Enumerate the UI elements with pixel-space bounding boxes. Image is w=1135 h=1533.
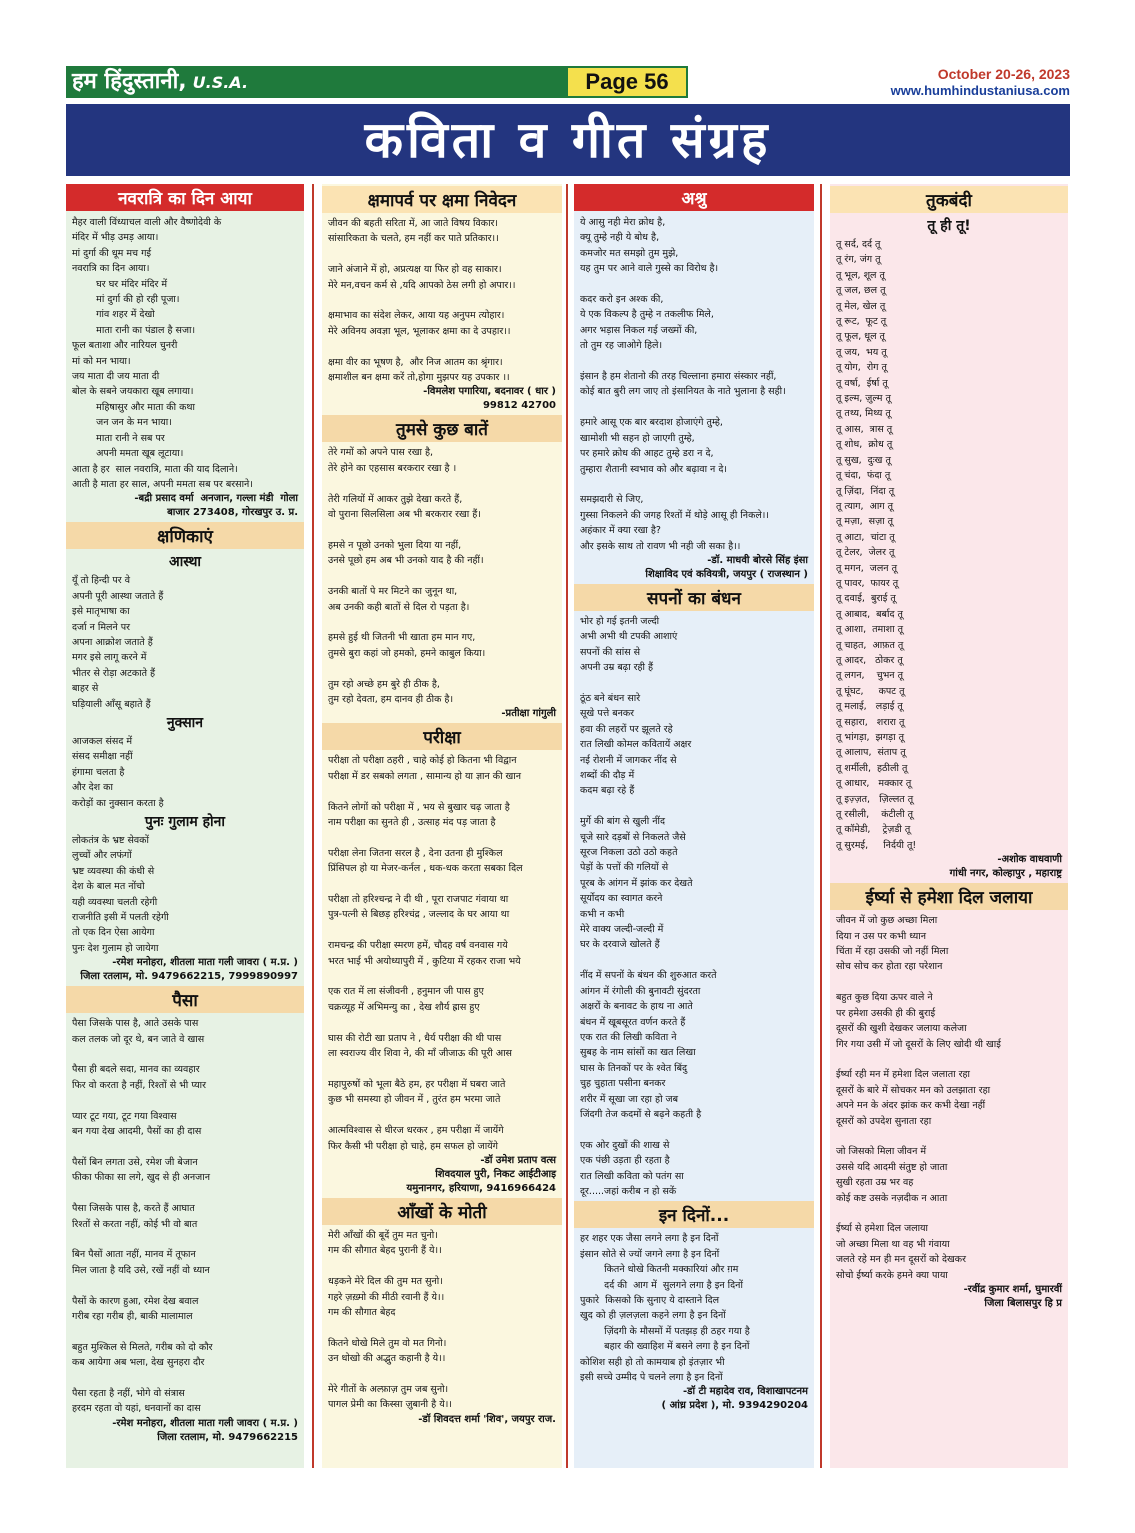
poem-body: लोकतंत्र के भ्रष्ट सेवकों लुच्चों और लफंगों भ्रष्ट व्यवस्था की कंधी से देश के बाल मत नोंचो यही व्यवस्था चलती रहेगी राजनीति इसी में पलती रहेगी तो एक दिन ऐसा आयेगा पुनः देश गुलाम हो जायेगा [72,835,169,954]
poem-tukbandi [830,186,1068,881]
brand-name: हम हिंदुस्तानी, [72,69,187,94]
poem-body: ये आसु नही मेरा क्रोध है, क्यू तुम्हे नही ये बोध है, कमजोर मत समझो तुम मुझे, यह तुम पर आने वाले गुस्से का विरोध है। कदर करो इन अश्क की, ये एक विकल्प है तुम्हे न तकलीफ मिले, अगर भड़ास निकल गई जख्मों की, तो तुम रह जाओगे हिले। इंसान है हम शेतानो की तरह चिल्लाना हमारा संस्कार नहीं, कोई बात बुरी लग जाए तो इंसानियत के नाते भुलाना है सही। हमारे आसू एक बार बरदाश होजाएंगे तुम्हे, खामोशी भी सहन हो जाएगी तुम्हे, पर हमारे क्रोध की आहट तुम्हे डरा न दे, तुम्हारा शैतानी स्वभाव को और बढ़ावा न दे। समझदारी से जिए, गुस्सा निकलने की जगह रिश्तों में थोड़े आसू ही निकले।। अहंकार में क्या रखा है? और इसके साथ तो रावण भी नही जी सका है।। [580,217,786,552]
poem-title: तुमसे कुछ बातें [322,415,562,442]
poem-tumse-kuch-baten [322,415,562,721]
column-divider [312,184,314,1468]
poem-title: आँखों के मोती [322,1198,562,1225]
poem-body: यूँ तो हिन्दी पर वे अपनी पूरी आस्था जताते हैं इसे मातृभाषा का दर्जा न मिलने पर अपना आक्रोश जताते हैं मगर इसे लागू करने में भीतर से रोड़ा अटकाते हैं बाहर से घड़ियाली आँसू बहाते हैं [72,575,164,710]
poem-byline: -रमेश मनोहरा, शीतला माता गली जावरा ( म.प्र. ) जिला रतलाम, मो. 9479662215 [112,1417,298,1443]
page-number: Page 56 [566,66,688,98]
poem-byline: -डॉ. माधवी बोरसे सिंह इंसा शिक्षाविद एवं कवियत्री, जयपुर ( राजस्थान ) [645,554,808,580]
poem-title: ईर्ष्या से हमेशा दिल जलाया [830,883,1068,910]
poem-pariksha [322,723,562,1196]
poem-title: परीक्षा [322,723,562,750]
column-divider [566,184,568,1468]
poem-byline: -डॉ उमेश प्रताप वत्स शिवदयाल पुरी, निकट आईटीआइ यमुनानगर, हरियाणा, 9416966424 [406,1154,556,1194]
poem-sapnon-ka-bandhan [574,584,814,1199]
poem-subtitle: पुनः गुलाम होना [144,814,226,830]
column-3 [574,184,814,1468]
column-1 [66,184,304,1468]
poem-ankhon-ke-moti [322,1198,562,1427]
poem-byline: -रवींद्र कुमार शर्मा, घुमारवीं जिला बिलासपुर हि प्र [963,1284,1062,1309]
poem-byline: -प्रतीक्षा गांगुली [501,708,556,720]
poem-title: तुकबंदी [830,186,1068,213]
poem-byline: -रमेश मनोहरा, शीतला माता गली जावरा ( म.प्र. ) जिला रतलाम, मो. 9479662215, 7999890997 [80,957,298,983]
brand-suffix: U.S.A. [192,73,249,92]
poem-paisa [66,986,304,1445]
issue-date: October 20-26, 2023 [937,66,1070,82]
column-divider [820,184,822,1468]
poem-body: पैसा जिसके पास है, आते उसके पास कल तलक जो दूर थे, बन जाते वे खास पैसा ही बदले सदा, मानव का व्यवहार फिर वो करता है नहीं, रिश्तों से भी प्यार प्यार टूट गया, टूट गया विश्वास बन गया देख आदमी, पैसों का ही दास पैसों बिन लगता उसे, रमेश जी बेजान फीका फीका सा लगे, खुद से ही अनजान पैसा जिसके पास है, करते हैं आघात रिश्तों से करता नहीं, कोई भी वो बात बिन पैसों आता नहीं, मानव में तूफान मिल जाता है यदि उसे, रखें नहीं वो ध्यान पैसों के कारण हुआ, रमेश देख बवाल गरीब रहा गरीब ही, बाकी मालामाल बहुत मुश्किल से मिलते, गरीब को दो कौर कब आयेगा अब भला, देख सुनहरा दौर पैसा रहता है नहीं, भोगे वो संत्रास हरदम रहता वो यहां, धनवानों का दास [72,1018,213,1415]
website-link[interactable]: www.humhindustaniusa.com [890,83,1070,98]
poem-title: पैसा [66,986,304,1013]
poem-subtitle: आस्था [168,554,202,571]
poem-kshanikayen [66,522,304,984]
poem-title: क्षणिकाएं [66,522,304,549]
poem-body: मेरी आँखों की बूदें तुम मत चुनो। गम की सौगात बेहद पुरानी हैं ये।। धड़कने मेरे दिल की तुम मत सुनो। गहरे ज़ख़्मो की मीठी रवानी हैं ये।। गम की सौगात बेहद कितने धोखे मिले तुम वो मत गिनो। उन धोखो की अद्भुत कहानी है ये।। मेरे गीतों के अल्फ़ाज़ तुम जब सुनो। पागल प्रेमी का किस्सा ज़ुबानी है ये।। [328,1229,452,1411]
poem-title: सपनों का बंधन [574,584,814,611]
poem-title: क्षमापर्व पर क्षमा निवेदन [322,186,562,213]
poem-subtitle: तू ही तू! [927,218,971,234]
poem-byline: -विमलेश पगारिया, बदनावर ( धार ) 99812 42700 [423,386,556,412]
poem-body: भोर हो गई इतनी जल्दी अभी अभी थी टपकी आशाएं सपनों की सांस से अपनी उम्र बढ़ा रही हैं ठूंठ बने बंधन सारे सूखे पत्ते बनकर हवा की लहरों पर झूलते रहे रात लिखी कोमल कवितायें अक्षर नई रोशनी में जागकर नींद से शब्दों की दौड़ में कदम बढ़ा रहे हैं मुर्गे की बांग से खुली नींद चूजे सारे दड़बों से निकलते जैसे सूरज निकला उठो उठो कहते पेड़ों के पत्तों की गलियों से पूरब के आंगन में झांक कर देखते सूर्योदय का स्वागत करने कभी न कभी मेरे वाक्य जल्दी-जल्दी में घर के दरवाजे खोलते हैं नींद में सपनों के बंधन की शुरुआत करते आंगन में रंगोली की बुनावटी सुंदरता अक्षरों के बनावट के हाथ ना आते बंधन में खूबसूरत वर्णन करते हैं एक रात की लिखी कविता ने सुबह के नाम सांसों का खत लिखा घास के तिनकों पर के श्वेत बिंदु चुह चुहाता पसीना बनकर शरीर में सूखा जा रहा हो जब जिंदगी तेज कदमों से बढ़ने कहती है एक ओर दुखों की शाख से एक पंछी उड़ता ही रहता है रात लिखी कविता को पतंग सा दूर.....जहां करीब न हो सकें [580,615,717,1197]
poem-title: इन दिनों... [574,1201,814,1228]
poem-body: जीवन में जो कुछ अच्छा मिला दिया न उस पर कभी ध्यान चिंता में रहा उसकी जो नहीं मिला सोच सोच कर होता रहा परेशान बहुत कुछ दिया ऊपर वाले ने पर हमेशा उसकी ही की बुराई दूसरों की खुशी देखकर जलाया कलेजा गिर गया उसी में जो दूसरों के लिए खोदी थी खाई ईर्ष्या रही मन में हमेशा दिल जलाता रहा दूसरों के बारे में सोचकर मन को उलझाता रहा अपने मन के अंदर झांक कर कभी देखा नहीं दूसरों को उपदेश सुनाता रहा जो जिसको मिला जीवन में उससे यदि आदमी संतुष्ट हो जाता सुखी रहता उम्र भर वह कोई कष्ट उसके नज़दीक न आता ईर्ष्या से हमेशा दिल जलाया जो अच्छा मिला था वह भी गंवाया जलते रहे मन ही मन दूसरों को देखकर सोचो ईर्ष्या करके हमने क्या पाया [836,915,1001,1281]
poem-ashru [574,184,814,582]
poem-body: तू सर्द, दर्द तू तू रंग, जंग तू तू भूल, शूल तू तू जल, छल तू तू मेल, खेल तू तू रूट, फूट तू तू फूल, धूल तू तू जय, भय तू तू योग, रोग तू तू वर्षा, ईर्षा तू तू इल्म, ज़ुल्म तू तू तथ्य, मिथ्य तू तू आस, त्रास तू तू शोध, क्रोध तू तू सुख, दुःख तू तू चंदा, फंदा तू तू ज़िंदा, निंदा तू तू त्याग, आग तू तू मज़ा, सज़ा तू तू आटा, चांटा तू तू टेलर, जेलर तू तू मगन, जलन तू तू पावर, फायर तू तू दवाई, बुराई तू तू आबाद, बर्बाद तू तू आशा, तमाशा तू तू चाहत, आफ़त तू तू आदर, ठोकर तू तू लगन, चुभन तू तू घूंघट, कपट तू तू मलाई, लड़ाई तू तू सहारा, शरारा तू तू भांगड़ा, झगड़ा तू तू आलाप, संताप तू तू शर्मीली, हठीली तू तू आधार, मक्कार तू तू इज़्ज़त, ज़िल्लत तू तू रसीली, कंटीली तू तू कॉमेडी, ट्रेज़डी तू तू सुरमई, निर्दयी तू! [836,239,917,851]
poem-title: नवरात्रि का दिन आया [66,184,304,211]
poem-body: तेरे गमों को अपने पास रखा है, तेरे होने का एहसास बरकरार रखा है । तेरी गलियों में आकर तुझे देखा करते हैं, वो पुराना सिलसिला अब भी बरकरार रखा हैं। हमसे न पूछो उनको भुला दिया या नहीं, उनसे पूछो हम अब भी उनको याद है की नहीं। उनकी बातों पे मर मिटने का जुनून था, अब उनकी कही बातों से दिल रो पड़ता है। हमसे हुई थी जितनी भी खाता हम मान गए, तुमसे बुरा कहां जो हमको, हमने काबुल किया। तुम रहो अच्छे हम बुरे ही ठीक है, तुम रहो देवता, हम दानव ही ठीक है। [328,447,486,705]
poem-irshya [830,883,1068,1311]
poem-byline: -डॉ टी महादेव राव, विशाखापटनम ( आंध्र प्रदेश ), मो. 9394290204 [661,1386,808,1412]
column-4 [830,184,1068,1468]
column-2 [322,184,562,1468]
poem-kshama [322,186,562,413]
poem-byline: -अशोक वाधवाणी गांधी नगर, कोल्हापुर , महाराष्ट्र [949,854,1062,880]
poem-navratri [66,184,304,520]
poem-in-dinon [574,1201,814,1413]
poem-byline: -डॉ शिवदत्त शर्मा 'शिव', जयपुर राज. [418,1413,556,1425]
poem-byline: -बद्री प्रसाद वर्मा अनजान, गल्ला मंडी गोला बाजार 273408, गोरखपुर उ. प्र. [134,493,298,519]
masthead [66,66,1070,100]
poem-body: हर शहर एक जैसा लगने लगा है इन दिनों इंसान सोते से ज्यों जगने लगा है इन दिनों कितने धोखे कितनी मक्कारियां और ग़म दर्द की आग में सुलगने लगा है इन दिनों पुकारे किसको कि सुनाए ये दास्ताने दिल खुद को ही ज़लज़ला कहने लगा है इन दिनों ज़िंदगी के मौसमों में पतझड़ ही ठहर गया है बहार की ख्वाहिश में बसने लगा है इन दिनों कोशिश सही हो तो कामयाब हो इंतज़ार भी इसी सच्चे उम्मीद पे चलने लगा है इन दिनों [580,1233,750,1384]
page-title: कविता व गीत संग्रह [66,104,1070,176]
poem-title: अश्रु [574,184,814,211]
poem-body: परीक्षा तो परीक्षा ठहरी , चाहे कोई हो कितना भी विद्वान परीक्षा में डर सबको लगता , सामान्य हो या ज्ञान की खान कितने लोगों को परीक्षा में , भय से बुखार चढ़ जाता है नाम परीक्षा का सुनते ही , उत्साह मंद पड़ जाता है परीक्षा लेना जितना सरल है , देना उतना ही मुश्किल प्रिंसिपल हो या मेजर-कर्नल , धक-धक करता सबका दिल परीक्षा तो हरिश्चन्द्र ने दी थी , पूरा राजपाट गंवाया था पुत्र-पत्नी से बिछड़ हरिश्चंद्र , जल्लाद के घर आया था रामचन्द्र की परीक्षा स्मरण हमें, चौदह वर्ष वनवास गये भरत भाई भी अयोध्यापुरी में , कुटिया में रहकर राजा भये एक रात में ला संजीवनी , हनुमान जी पास हुए चक्रव्यूह में अभिमन्यु का , देख शौर्य ह्रास हुए घास की रोटी खा प्रताप ने , धैर्य परीक्षा की थी पास ला स्वराज्य वीर शिवा ने, की माँ जीजाऊ की पूरी आस महापुरुषों को भूला बैठे हम, हर परीक्षा में घबरा जाते कुछ भी समस्या हो जीवन में , तुरंत हम भरमा जाते आत्मविश्वास से धीरज धरकर , हम परीक्षा में जायेंगे फिर कैसी भी परीक्षा हो चाहे, हम सफल हो जायेंगे [328,755,523,1152]
poem-body: आजकल संसद में संसद समीक्षा नहीं हंगामा चलता है और देश का करोड़ों का नुक्सान करता है [72,735,164,809]
brand-strip [66,66,566,98]
poem-body: मैहर वाली विंध्याचल वाली और वैष्णोदेवी के मंदिर में भीड़ उमड़ आया। मां दुर्गा की धूम मच गई नवरात्रि का दिन आया। घर घर मंदिर मंदिर में मां दुर्गा की हो रही पूजा। गांव शहर में देखो माता रानी का पंडाल है सजा। फूल बताशा और नारियल चुनरी मां को मन भाया। जय माता दी जय माता दी बोल के सबने जयकारा खूब लगाया। महिषासुर और माता की कथा जन जन के मन भाया। माता रानी ने सब पर अपनी ममता खूब लूटाया। आता है हर साल नवरात्रि, माता की याद दिलाने। आती है माता हर साल, अपनी ममता सब पर बरसाने। [72,217,253,490]
poem-subtitle: नुक्सान [166,714,204,731]
poem-body: जीवन की बहती सरिता में, आ जाते विषय विकार। सांसारिकता के चलते, हम नहीं कर पाते प्रतिकार।। जाने अंजाने में हो, अप्रत्यक्ष या फिर हो वह साकार। मेरे मन,वचन कर्म से ,यदि आपको ठेस लगी हो अपार।। क्षमाभाव का संदेश लेकर, आया यह अनुपम त्योहार। मेरे अविनय अवज्ञा भूल, भूलाकर क्षमा का दे उपहार।। क्षमा वीर का भूषण है, और निज आतम का श्रृंगार। क्षमाशील बन क्षमा करें तो,होगा मुझपर यह उपकार ।। [328,218,516,384]
